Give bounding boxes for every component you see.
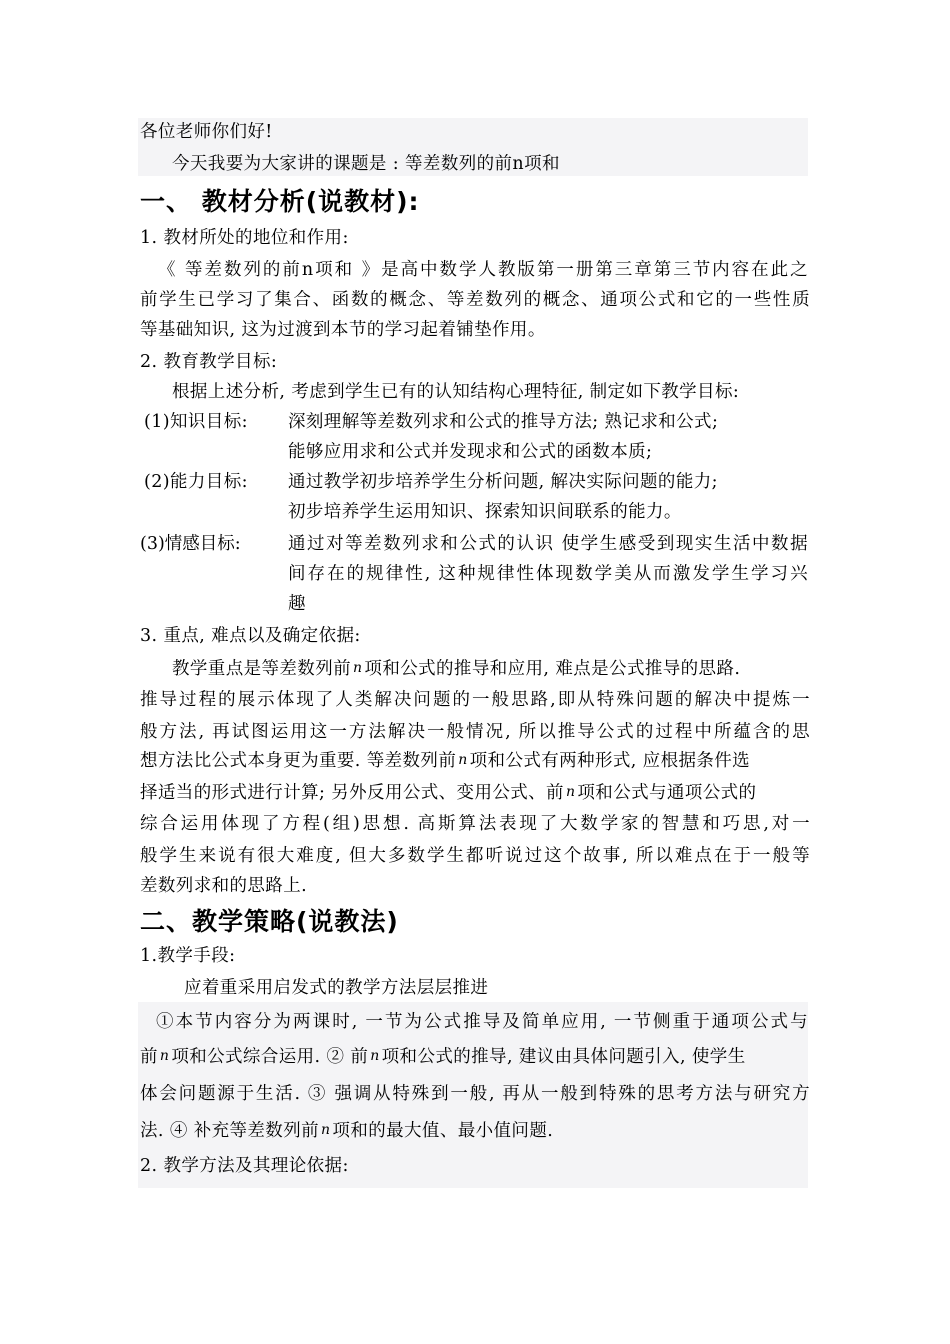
- goal3-line: 通过对等差数列求和公式的认识 使学生感受到现实生活中数据: [288, 534, 808, 554]
- paragraph-line: [140, 1114, 810, 1147]
- goal2-line: 通过教学初步培养学生分析问题, 解决实际问题的能力;: [288, 472, 718, 492]
- text-run: 法. ④ 补充等差数列前: [140, 1121, 319, 1141]
- goal1-label: (1)知识目标:: [144, 412, 248, 432]
- intro-line: 今天我要为大家讲的课题是 : 等差数列的前n项和: [172, 154, 560, 174]
- goal3-line: 间存在的规律性, 这种规律性体现数学美从而激发学生学习兴: [288, 564, 808, 584]
- goals-intro: 根据上述分析, 考虑到学生已有的认知结构心理特征, 制定如下教学目标:: [172, 382, 740, 402]
- paragraph-line: 般方法, 再试图运用这一方法解决一般情况, 所以推导公式的过程中所蕴含的思: [140, 722, 810, 742]
- math-n: n: [159, 1048, 170, 1064]
- goal3-line: 趣: [288, 594, 306, 614]
- paragraph-line: [140, 776, 810, 809]
- greeting: 各位老师你们好!: [140, 122, 273, 142]
- math-n: n: [565, 784, 576, 800]
- text-run: 项和公式综合运用. ② 前: [171, 1047, 369, 1067]
- goal1-line: 深刻理解等差数列求和公式的推导方法; 熟记求和公式;: [288, 412, 719, 432]
- paragraph-line: 综合运用体现了方程(组)思想. 高斯算法表现了大数学家的智慧和巧思,对一: [140, 814, 810, 834]
- text-run: 项和公式有两种形式, 应根据条件选: [469, 751, 751, 771]
- section2-heading: 二、教学策略(说教法): [140, 907, 399, 936]
- section1-heading: 一、 教材分析(说教材):: [140, 187, 420, 216]
- item2-title: 2. 教育教学目标:: [140, 352, 278, 372]
- paragraph-line: 《 等差数列的前n项和 》是高中数学人教版第一册第三章第三节内容在此之: [158, 260, 808, 280]
- paragraph-line: 般学生来说有很大难度, 但大多数学生都听说过这个故事, 所以难点在于一般等: [140, 846, 810, 866]
- item1-title: 1. 教材所处的地位和作用:: [140, 228, 349, 248]
- math-n: n: [458, 752, 468, 768]
- math-n: n: [370, 1048, 380, 1064]
- paragraph-line: 等基础知识, 这为过渡到本节的学习起着铺垫作用。: [140, 320, 546, 340]
- paragraph-line: [140, 1040, 810, 1073]
- paragraph-line: ①本节内容分为两课时, 一节为公式推导及简单应用, 一节侧重于通项公式与: [156, 1012, 808, 1032]
- math-n: n: [353, 660, 363, 676]
- goal1-line: 能够应用求和公式并发现求和公式的函数本质;: [288, 442, 653, 462]
- s2-item1-sub: 应着重采用启发式的教学方法层层推进: [184, 978, 489, 998]
- item3-title: 3. 重点, 难点以及确定依据:: [140, 626, 361, 646]
- paragraph-line: [140, 744, 810, 777]
- paragraph-line: [172, 652, 808, 685]
- text-run: 想方法比公式本身更为重要. 等差数列前: [140, 751, 457, 771]
- s2-item2-title: 2. 教学方法及其理论依据:: [140, 1156, 349, 1176]
- paragraph-line: 体会问题源于生活. ③ 强调从特殊到一般, 再从一般到特殊的思考方法与研究方: [140, 1084, 810, 1104]
- text-run: 前: [140, 1047, 158, 1067]
- text-run: 项和公式的推导和应用, 难点是公式推导的思路.: [364, 659, 741, 679]
- text-run: 项和公式的推导, 建议由具体问题引入, 使学生: [381, 1047, 746, 1067]
- s2-item1-title: 1.教学手段:: [140, 946, 236, 966]
- goal2-line: 初步培养学生运用知识、探索知识间联系的能力。: [288, 502, 682, 522]
- text-run: 择适当的形式进行计算; 另外反用公式、变用公式、前: [140, 783, 564, 803]
- goal3-label: (3)情感目标:: [140, 534, 241, 554]
- paragraph-line: 差数列求和的思路上.: [140, 876, 308, 896]
- text-run: 教学重点是等差数列前: [172, 659, 351, 679]
- goal2-label: (2)能力目标:: [144, 472, 248, 492]
- text-run: 项和公式与通项公式的: [577, 783, 757, 803]
- paragraph-line: 推导过程的展示体现了人类解决问题的一般思路,即从特殊问题的解决中提炼一: [140, 690, 810, 710]
- paragraph-line: 前学生已学习了集合、函数的概念、等差数列的概念、通项公式和它的一些性质: [140, 290, 810, 310]
- math-n: n: [321, 1122, 331, 1138]
- text-run: 项和的最大值、最小值问题.: [332, 1121, 554, 1141]
